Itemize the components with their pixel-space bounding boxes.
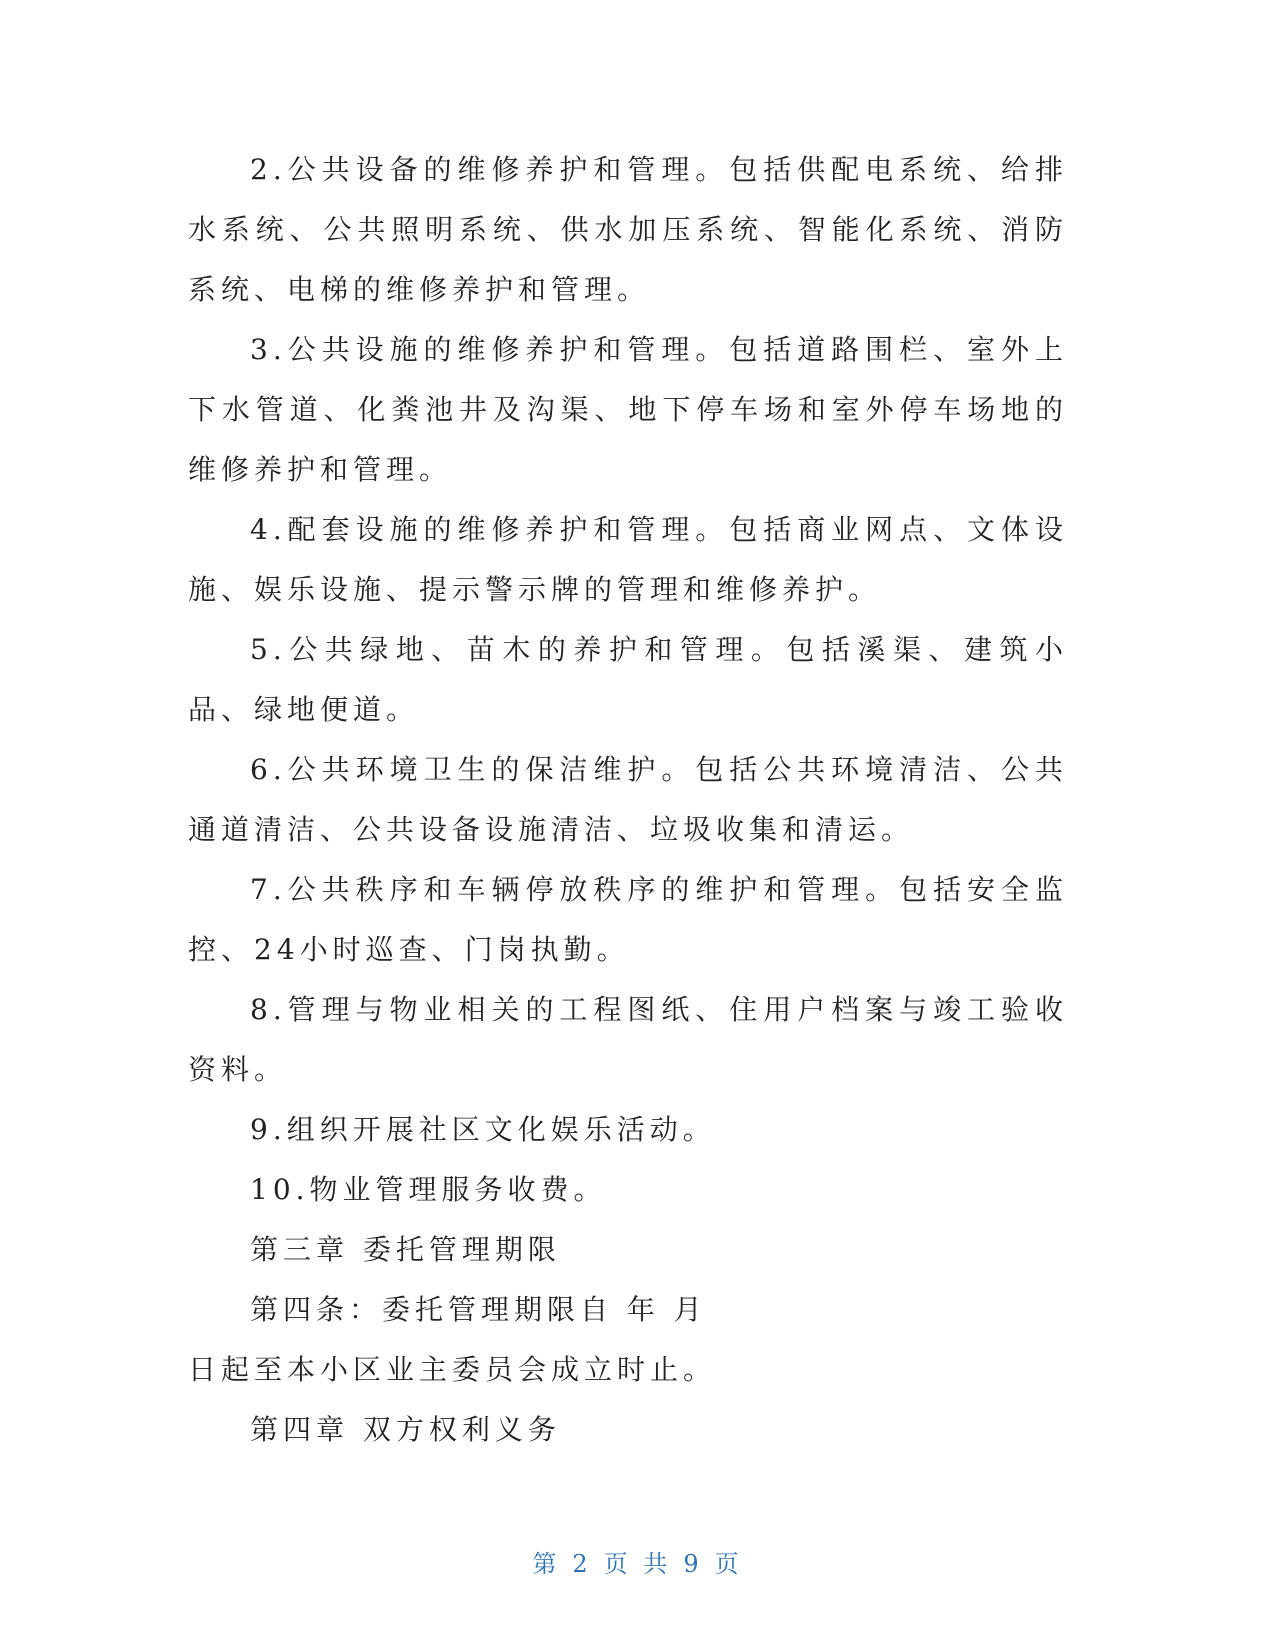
paragraph-item-10: 10.物业管理服务收费。: [250, 1173, 607, 1206]
paragraph-item-2: 2.公共设备的维修养护和管理。包括供配电系统、给排水系统、公共照明系统、供水加压系统、智能化系统、消防系统、电梯的维修养护和管理。: [188, 153, 1068, 306]
paragraph-item-4: 4.配套设施的维修养护和管理。包括商业网点、文体设施、娱乐设施、提示警示牌的管理和维修养护。: [188, 513, 1068, 606]
chapter-heading-3: 第三章 委托管理期限: [250, 1233, 561, 1266]
paragraph-item-5: 5.公共绿地、苗木的养护和管理。包括溪渠、建筑小品、绿地便道。: [188, 633, 1068, 726]
chapter-heading-4: 第四章 双方权利义务: [250, 1413, 561, 1446]
footer-total-pages: 9: [683, 1550, 703, 1578]
document-body: [188, 140, 1068, 1460]
footer-middle: 页 共: [603, 1550, 672, 1578]
paragraph-item-8: 8.管理与物业相关的工程图纸、住用户档案与竣工验收资料。: [188, 993, 1068, 1086]
paragraph-item-7: 7.公共秩序和车辆停放秩序的维护和管理。包括安全监控、24小时巡查、门岗执勤。: [188, 873, 1068, 966]
paragraph-item-9: 9.组织开展社区文化娱乐活动。: [250, 1113, 716, 1146]
article-4-continuation: 日起至本小区业主委员会成立时止。: [188, 1353, 717, 1386]
footer-prefix: 第: [532, 1550, 561, 1578]
page-footer: [0, 1544, 1275, 1579]
article-4: 第四条：委托管理期限自 年 月: [250, 1293, 707, 1326]
paragraph-item-6: 6.公共环境卫生的保洁维护。包括公共环境清洁、公共通道清洁、公共设备设施清洁、垃圾收集和清运。: [188, 753, 1068, 846]
footer-current-page: 2: [572, 1550, 592, 1578]
paragraph-item-3: 3.公共设施的维修养护和管理。包括道路围栏、室外上下水管道、化粪池井及沟渠、地下停车场和室外停车场地的维修养护和管理。: [188, 333, 1068, 486]
footer-suffix: 页: [714, 1550, 743, 1578]
